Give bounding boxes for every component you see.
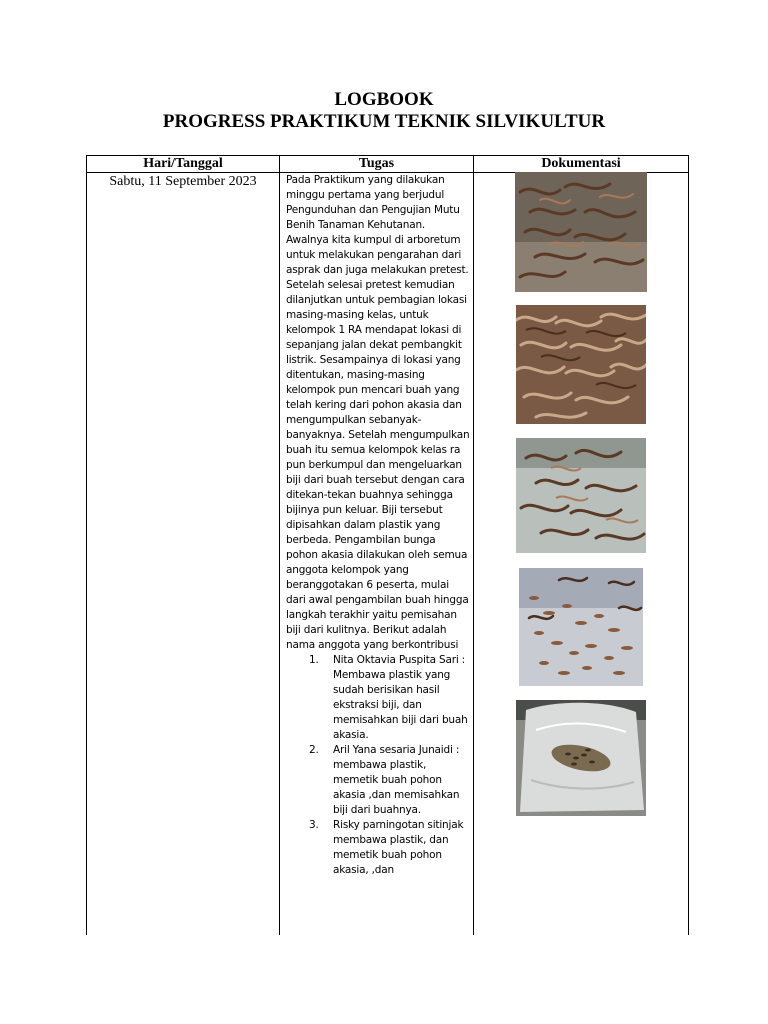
photo-acacia-pods-1	[515, 172, 647, 292]
photo-acacia-seeds	[519, 568, 643, 686]
member-number: 2.	[309, 744, 319, 756]
table-border-right	[688, 155, 689, 935]
document-title: LOGBOOK	[334, 89, 434, 110]
member-text: Nita Oktavia Puspita Sari : Membawa plastik yang sudah berisikan hasil ekstraksi biji, dan memisahkan biji dari buah akasia.	[333, 654, 468, 741]
photo-acacia-pods-3	[516, 438, 646, 553]
header-date: Hari/Tanggal	[143, 156, 223, 171]
header-task: Tugas	[358, 156, 395, 171]
document-subtitle: PROGRESS PRAKTIKUM TEKNIK SILVIKULTUR	[162, 111, 606, 132]
member-number: 3.	[309, 819, 319, 831]
task-description: Pada Praktikum yang dilakukan minggu pertama yang berjudul Pengunduhan dan Pengujian Mutu Benih Tanaman Kehutanan. Awalnya kita kumpul di arboretum untuk melakukan pengarahan dari asprak dan juga melakukan pretest. Setelah selesai pretest kemudian dilanjutkan untuk pembagian lokasi masing-masing kelas, untuk kelompok 1 RA mendapat lokasi di sepanjang jalan dekat pembangkit listrik. Sesampainya di lokasi yang ditentukan, masing-masing kelompok pun mencari buah yang telah kering dari pohon akasia dan mengumpulkan sebanyak-banyaknya. Setelah mengumpulkan buah itu semua kelompok kelas ra pun berkumpul dan mengeluarkan biji dari buah tersebut dengan cara ditekan-tekan buahnya sehingga bijinya pun keluar. Biji tersebut dipisahkan dalam plastik yang berbeda. Pengambilan bunga pohon akasia dilakukan oleh semua anggota kelompok yang beranggotakan 6 peserta, mulai dari awal pengambilan buah hingga langkah terakhir yaitu pemisahan biji dari kulitnya. Berikut adalah nama anggota yang berkontribusi	[286, 174, 470, 651]
member-list	[286, 653, 470, 878]
member-number: 1.	[309, 654, 319, 666]
row-date: Sabtu, 11 September 2023	[109, 174, 257, 189]
column-divider-1	[279, 155, 280, 935]
header-documentation: Dokumentasi	[541, 156, 621, 171]
table-border-left	[86, 155, 87, 935]
member-item	[286, 653, 470, 743]
photo-acacia-pods-2	[516, 305, 646, 424]
member-text: Aril Yana sesaria Junaidi : membawa plastik, memetik buah pohon akasia ,dan memisahkan biji dari buahnya.	[333, 744, 460, 816]
member-item	[286, 743, 470, 818]
member-item	[286, 818, 470, 878]
photo-seeds-in-plastic-bag	[516, 700, 646, 816]
task-cell	[286, 173, 470, 878]
member-text: Risky parningotan sitinjak membawa plastik, dan memetik buah pohon akasia, ,dan	[333, 819, 464, 876]
column-divider-2	[473, 155, 474, 935]
